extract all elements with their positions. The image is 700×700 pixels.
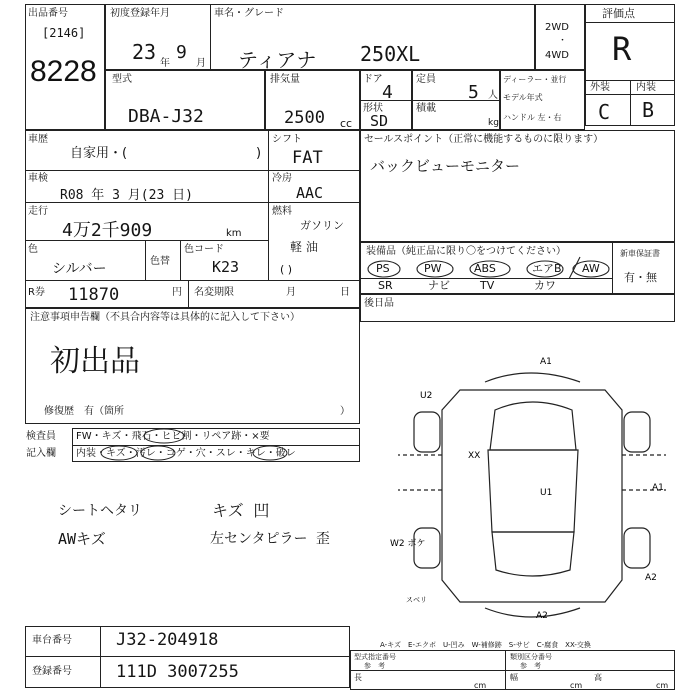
equip-abs: ABS xyxy=(474,262,496,275)
inspector-items: FW・キズ・飛石・ヒビ割・リペア跡・×要 xyxy=(76,431,270,442)
doors-label: ドア xyxy=(363,74,383,85)
inspection-label: 車検 xyxy=(28,173,48,184)
length-label: 長 xyxy=(354,673,362,682)
history-value: 自家用・( xyxy=(70,146,128,161)
mark-right-a1: A1 xyxy=(652,483,664,493)
exterior-label: 外装 xyxy=(590,82,610,93)
equip-tv: TV xyxy=(480,279,495,292)
mark-u2: U2 xyxy=(420,391,433,401)
later-items-box xyxy=(360,294,675,322)
car-body-outline xyxy=(442,390,622,602)
repair-close: ） xyxy=(340,406,350,417)
equip-ps: PS xyxy=(376,262,390,275)
capacity: 5 xyxy=(468,82,479,103)
damage-legend: A-キズ E-エクボ U-凹み W-補修跡 S-サビ C-腐食 XX-交換 xyxy=(380,641,591,649)
spec-ref-label: 参 考 xyxy=(364,662,385,670)
inspection-value: R08 年 3 月(23 日) xyxy=(60,188,193,203)
displacement-label: 排気量 xyxy=(270,74,300,85)
color-change-label: 色替 xyxy=(150,256,170,267)
circle-airbag-icon xyxy=(527,261,563,277)
chassis-number: J32-204918 xyxy=(116,630,219,650)
entry-items: 内装・キズ・汚レ・コゲ・穴・スレ・キレ・破レ xyxy=(76,448,296,459)
rear-right-wheel xyxy=(624,528,650,568)
mark-w2: W2 ボケ xyxy=(390,539,426,549)
fuel-diesel: 軽 油 xyxy=(290,240,318,254)
lot-ref: [2146] xyxy=(42,26,86,40)
warranty-label: 新車保証書 xyxy=(620,249,660,258)
shape: SD xyxy=(370,112,389,130)
warranty-value: 有・無 xyxy=(624,271,657,284)
width-label: 幅 xyxy=(510,673,518,682)
repair-label: 修復歴 有（箇所 xyxy=(44,406,124,417)
kg-unit: kg xyxy=(488,118,499,128)
fuel-paren: ( ) xyxy=(280,263,293,276)
dealer-label: ディーラー・並行 xyxy=(503,75,567,84)
lot-label: 出品番号 xyxy=(28,8,68,19)
drive-4wd: 4WD xyxy=(545,50,569,61)
km-unit: km xyxy=(226,228,242,239)
height-label: 高 xyxy=(594,673,602,682)
equip-aw: AW xyxy=(582,262,600,275)
height-cm: cm xyxy=(656,681,669,690)
color-code: K23 xyxy=(212,258,240,276)
shift: FAT xyxy=(292,148,323,168)
spec-number-label: 型式指定番号 xyxy=(354,653,396,661)
tax-label: 名変期限 xyxy=(194,287,234,298)
person-unit: 人 xyxy=(488,90,498,101)
sales-box xyxy=(360,130,675,242)
equipment-circles xyxy=(360,255,612,279)
model-code-label: 型式 xyxy=(112,74,132,85)
interior-label: 内装 xyxy=(636,82,656,93)
model-grade-label: 車名・グレード xyxy=(214,8,284,19)
notes-title: 注意事項申告欄（不具合内容等は具体的に記入して下さい） xyxy=(30,312,300,323)
drive-2wd: 2WD xyxy=(545,22,569,33)
fuel-label: 燃料 xyxy=(272,206,292,217)
length-cm: cm xyxy=(474,681,487,690)
equipment-title: 装備品（純正品に限り〇をつけてください） xyxy=(366,246,566,257)
eval-score: R xyxy=(612,30,632,68)
rear-window-outline xyxy=(492,532,574,576)
circle-aw-icon xyxy=(573,261,609,277)
year-unit: 年 xyxy=(160,58,170,69)
circle-abs-icon xyxy=(470,261,510,277)
equip-navi: ナビ xyxy=(428,279,450,292)
fuel-gas: ガソリン xyxy=(300,219,344,232)
class-ref-label: 参 考 xyxy=(520,662,541,670)
color-code-label: 色コード xyxy=(184,244,224,255)
circle-ps-icon xyxy=(368,261,400,277)
reg-label: 登録番号 xyxy=(32,666,72,677)
car-damage-diagram xyxy=(390,350,690,630)
later-items-title: 後日品 xyxy=(364,298,394,309)
rear-bumper-outline xyxy=(485,608,580,617)
note-line1-right: キズ 凹 xyxy=(212,501,270,520)
circle-pw-icon xyxy=(417,261,453,277)
entry-circles xyxy=(72,426,360,464)
mark-slip: スベリ xyxy=(406,596,427,604)
handle-label: ハンドル 左・右 xyxy=(503,113,562,122)
circle-stain-icon xyxy=(141,446,175,460)
entry-label: 記入欄 xyxy=(26,448,56,459)
mark-u1: U1 xyxy=(540,488,553,498)
recycle-fee: 11870 xyxy=(68,285,120,305)
shift-label: シフト xyxy=(272,134,302,145)
month-unit: 月 xyxy=(196,58,206,69)
exterior-grade: C xyxy=(598,100,611,124)
front-left-wheel xyxy=(414,412,440,452)
note-line2-left: AWキズ xyxy=(58,530,106,548)
sales-title: セールスポイント（正常に機能するものに限ります） xyxy=(364,134,604,145)
first-reg-year: 23 xyxy=(132,40,157,64)
front-right-wheel xyxy=(624,412,650,452)
yen-unit: 円 xyxy=(172,287,182,298)
reg-number: 111D 3007255 xyxy=(116,662,239,682)
cc-unit: cc xyxy=(340,117,353,130)
class-number-label: 類別区分番号 xyxy=(510,653,552,661)
front-bumper-outline xyxy=(485,373,580,382)
door-lines xyxy=(398,455,666,490)
equip-pw: PW xyxy=(424,262,442,275)
circle-scuff-icon xyxy=(253,446,287,460)
chassis-label: 車台番号 xyxy=(32,635,72,646)
equip-leather: カワ xyxy=(534,279,556,292)
mileage: 4万2千909 xyxy=(62,220,153,241)
recycle-label: R券 xyxy=(28,287,45,298)
drive-separator: ・ xyxy=(558,36,568,46)
mark-xx: XX xyxy=(468,451,481,461)
shape-label: 形状 xyxy=(363,103,383,114)
inspector-label: 検査員 xyxy=(26,431,56,442)
note-line2-right: 左センタピラー 歪 xyxy=(210,531,330,547)
mark-rear-a2: A2 xyxy=(536,611,548,621)
first-reg-label: 初度登録年月 xyxy=(110,8,170,19)
sales-point: バックビューモニター xyxy=(370,157,521,175)
tax-day: 日 xyxy=(340,287,350,298)
model-year-label: モデル年式 xyxy=(503,93,543,102)
circle-flying-stone-icon xyxy=(144,429,184,443)
doors: 4 xyxy=(382,82,393,103)
color: シルバー xyxy=(52,261,107,277)
width-cm: cm xyxy=(570,681,583,690)
roof-outline xyxy=(488,450,578,532)
mark-right-a2: A2 xyxy=(645,573,657,583)
first-listing: 初出品 xyxy=(50,344,140,379)
note-line1-left: シートヘタリ xyxy=(58,503,142,519)
ac: AAC xyxy=(296,184,324,202)
ac-label: 冷房 xyxy=(272,173,292,184)
loading-label: 積載 xyxy=(416,103,436,114)
capacity-label: 定員 xyxy=(416,74,436,85)
model-code: DBA-J32 xyxy=(128,106,204,127)
circle-scratch-icon xyxy=(101,446,137,460)
interior-grade: B xyxy=(642,98,655,122)
equip-sr: SR xyxy=(378,279,393,292)
history-label: 車歴 xyxy=(28,134,48,145)
equip-airbag: エアB xyxy=(532,262,562,275)
mark-front-a1: A1 xyxy=(540,357,552,367)
grade: 250XL xyxy=(360,42,421,66)
model-name: ティアナ xyxy=(238,48,317,72)
lot-number: 8228 xyxy=(30,55,97,88)
mileage-label: 走行 xyxy=(28,206,48,217)
color-label: 色 xyxy=(28,244,38,255)
history-close: ) xyxy=(256,146,262,161)
windshield-outline xyxy=(490,402,576,450)
eval-label: 評価点 xyxy=(602,7,635,20)
tax-month: 月 xyxy=(286,287,296,298)
first-reg-month: 9 xyxy=(176,42,187,63)
displacement: 2500 xyxy=(284,108,325,128)
